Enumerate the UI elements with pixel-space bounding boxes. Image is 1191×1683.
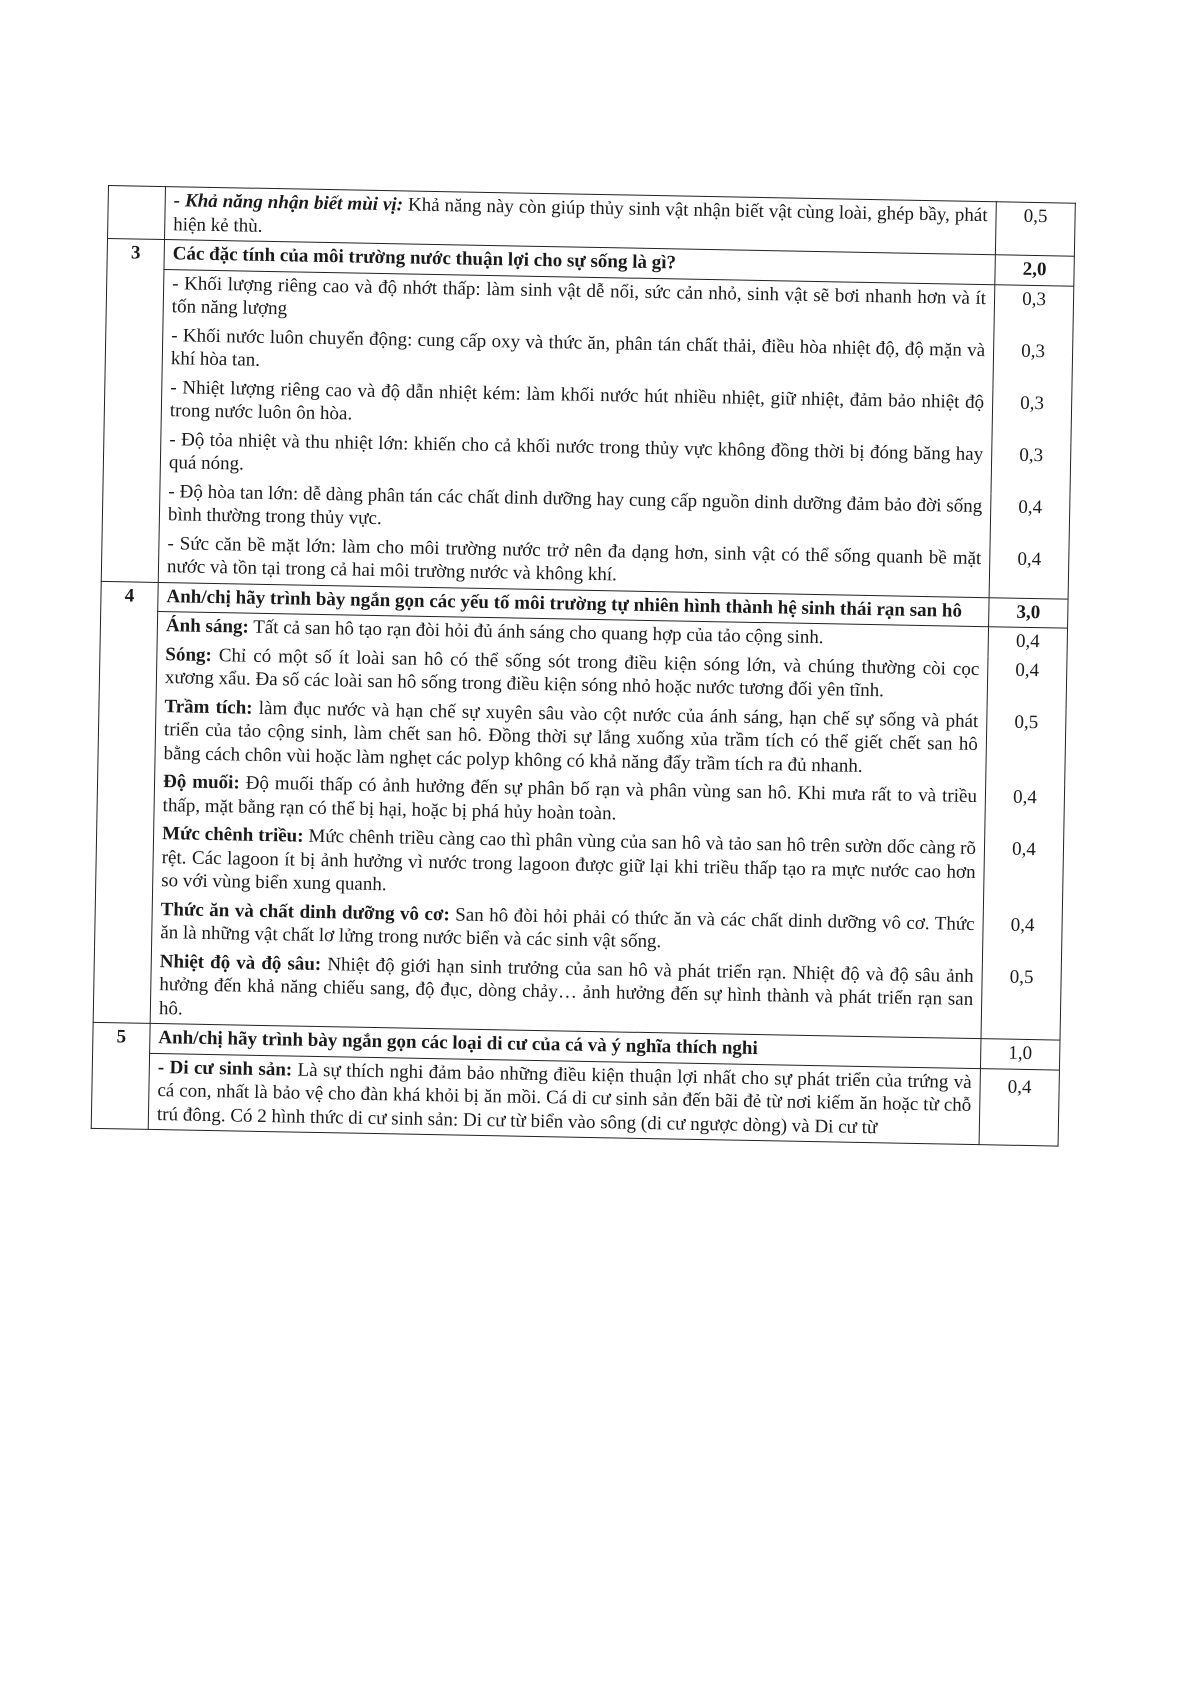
item-text: làm đục nước và hạn chế sự xuyên sâu vào cột nước của ánh sáng, hạn chế sự sống và phát triển của tảo cộng sinh, làm chết san hô. Đồng thời sự lắng xuống xủa trầm tích có thể giết chết san hô bằng cách chôn vùi hoặc làm nghẹt các polyp không có khả năng đẩy trầm tích ra đủ nhanh. bbox=[163, 697, 979, 777]
answer-item: - Độ hòa tan lớn: dễ dàng phân tán các chất dinh dưỡng hay cung cấp nguồn dinh dưỡng đảm bảo đời sống bình thường trong thủy vực. bbox=[159, 478, 991, 545]
question-score: 3,0 bbox=[989, 597, 1069, 628]
lead-bold: - Khả năng nhận biết bbox=[173, 190, 343, 215]
item-text: Chỉ có một số ít loài san hô có thể sống sót trong điều kiện sóng lớn, và chúng thường còi cọc xương xẩu. Đa số các loài san hô sống trong điều kiện sóng nhỏ hoặc nước tương đối yên tĩnh. bbox=[164, 644, 980, 702]
lead-italic: mùi vị: bbox=[347, 193, 404, 216]
question-text: Anh/chị hãy trình bày ngắn gọn các yếu tố môi trường tự nhiên hình thành hệ sinh thái rạn san hô bbox=[158, 582, 989, 627]
score-cell: 0,4 bbox=[988, 627, 1068, 657]
item-lead: Độ muối: bbox=[162, 771, 240, 794]
item-text: Tất cả san hô tạo rạn đòi hỏi đủ ánh sáng cho quang hợp của tảo cộng sinh. bbox=[248, 616, 824, 649]
item-lead: Mức chênh triều: bbox=[161, 823, 304, 847]
answer-item: - Nhiệt lượng riêng cao và độ dẫn nhiệt kém: làm khối nước hút nhiều nhiệt, giữ nhiệt, đảm bảo nhiệt độ trong nước luôn ôn hòa. bbox=[161, 374, 993, 441]
answer-item bbox=[148, 1053, 980, 1145]
item-text: Mức chênh triều càng cao thì phân vùng của san hô và tảo san hô trên sườn dốc càng rõ rệt. Các lagoon ít bị ảnh hưởng vì nước trong lagoon được giữ lại khi triều thấp tạo ra mực nước cao hơn so với vùng biển xung quanh. bbox=[161, 825, 977, 896]
score-cell: 0,5 bbox=[986, 708, 1066, 785]
item-lead: Ánh sáng: bbox=[165, 615, 250, 638]
item-text: Là sự thích nghi đảm bảo những điều kiện thuận lợi nhất cho sự phát triển của trứng và cá con, nhất là bảo vệ cho đàn khá khỏi bị ăn mồi. Cá di cư sinh sản đến bãi đẻ từ nơi kiếm ăn hoặc từ chỗ trú đông. Có 2 hình thức di cư sinh sản: Di cư từ biển vào sông (di cư ngược dòng) và Di cư từ bbox=[156, 1059, 972, 1138]
question-score: 1,0 bbox=[980, 1039, 1060, 1070]
item-text: Độ muối thấp có ảnh hưởng đến sự phân bố rạn và phân vùng san hô. Khi mưa rất to và triều thấp, mặt bằng rạn có thể bị hại, hoặc bị phá hủy hoàn toàn. bbox=[162, 772, 978, 824]
score-cell: 0,4 bbox=[982, 911, 1062, 964]
score-cell: 0,3 bbox=[992, 389, 1072, 442]
answer-key-table bbox=[91, 185, 1076, 1147]
score-cell: 0,4 bbox=[985, 783, 1065, 836]
item-text: San hô đòi hỏi phải có thức ăn và các chất dinh dưỡng vô cơ. Thức ăn là những vật chất lơ lửng trong nước biển và các sinh vật sống. bbox=[160, 903, 975, 953]
score-cell: 0,3 bbox=[993, 337, 1073, 390]
answer-row bbox=[91, 1052, 1059, 1146]
answer-item: - Độ tỏa nhiệt và thu nhiệt lớn: khiến cho cả khối nước trong thủy vực không đồng thời bị đóng băng hay quá nóng. bbox=[160, 426, 992, 493]
item-lead: Sóng: bbox=[165, 643, 213, 666]
score-cell: 0,3 bbox=[994, 284, 1074, 338]
question-score: 2,0 bbox=[995, 255, 1075, 286]
question-number bbox=[108, 186, 166, 240]
item-lead: - Di cư sinh sản: bbox=[157, 1056, 293, 1081]
item-lead: Thức ăn và chất dinh dưỡng vô cơ: bbox=[160, 898, 450, 925]
item-text: Khả năng này còn giúp thủy sinh vật nhận biết vật cùng loài, ghép bầy, phát hiện kẻ thù. bbox=[173, 194, 988, 237]
score-cell: 0,4 bbox=[989, 545, 1069, 599]
score-cell: 0,5 bbox=[995, 202, 1075, 256]
item-lead: Nhiệt độ và độ sâu: bbox=[159, 950, 322, 975]
score-cell: 0,3 bbox=[991, 441, 1071, 494]
answer-item: - Khối lượng riêng cao và độ nhớt thấp: làm sinh vật dễ nổi, sức cản nhỏ, sinh vật sẽ bơi nhanh hơn và ít tốn năng lượng bbox=[163, 269, 995, 337]
score-cell: 0,4 bbox=[990, 493, 1070, 546]
answer-item: - Sức căn bề mặt lớn: làm cho môi trường nước trở nên đa dạng hơn, sinh vật có thể sống quanh bề mặt nước và tồn tại trong cả hai môi trường nước và không khí. bbox=[158, 529, 990, 597]
score-cell: 0,4 bbox=[987, 656, 1067, 709]
item-text: Nhiệt độ giới hạn sinh trưởng của san hô và phát triển rạn. Nhiệt độ và độ sâu ảnh hưởng đến khả năng chiếu sang, độ đục, dòng chảy… ảnh hưởng đến sự hình thành và phát triển rạn san hô. bbox=[158, 953, 974, 1020]
question-number: 4 bbox=[93, 581, 158, 1023]
question-text: Anh/chị hãy trình bày ngắn gọn các loại di cư của cá và ý nghĩa thích nghi bbox=[150, 1023, 981, 1068]
question-text: Các đặc tính của môi trường nước thuận lợi cho sự sống là gì? bbox=[164, 240, 995, 285]
answer-item: - Khối nước luôn chuyển động: cung cấp oxy và thức ăn, phân tán chất thải, điều hòa nhiệt độ, độ mặn và khí hòa tan. bbox=[162, 322, 994, 389]
score-cell: 0,4 bbox=[979, 1068, 1059, 1146]
question-number: 3 bbox=[101, 239, 164, 582]
score-cell: 0,4 bbox=[983, 835, 1063, 912]
answer-key-page bbox=[91, 185, 1076, 1147]
item-lead: Trầm tích: bbox=[164, 695, 253, 719]
question-number: 5 bbox=[91, 1022, 150, 1129]
score-cell: 0,5 bbox=[981, 963, 1061, 1040]
